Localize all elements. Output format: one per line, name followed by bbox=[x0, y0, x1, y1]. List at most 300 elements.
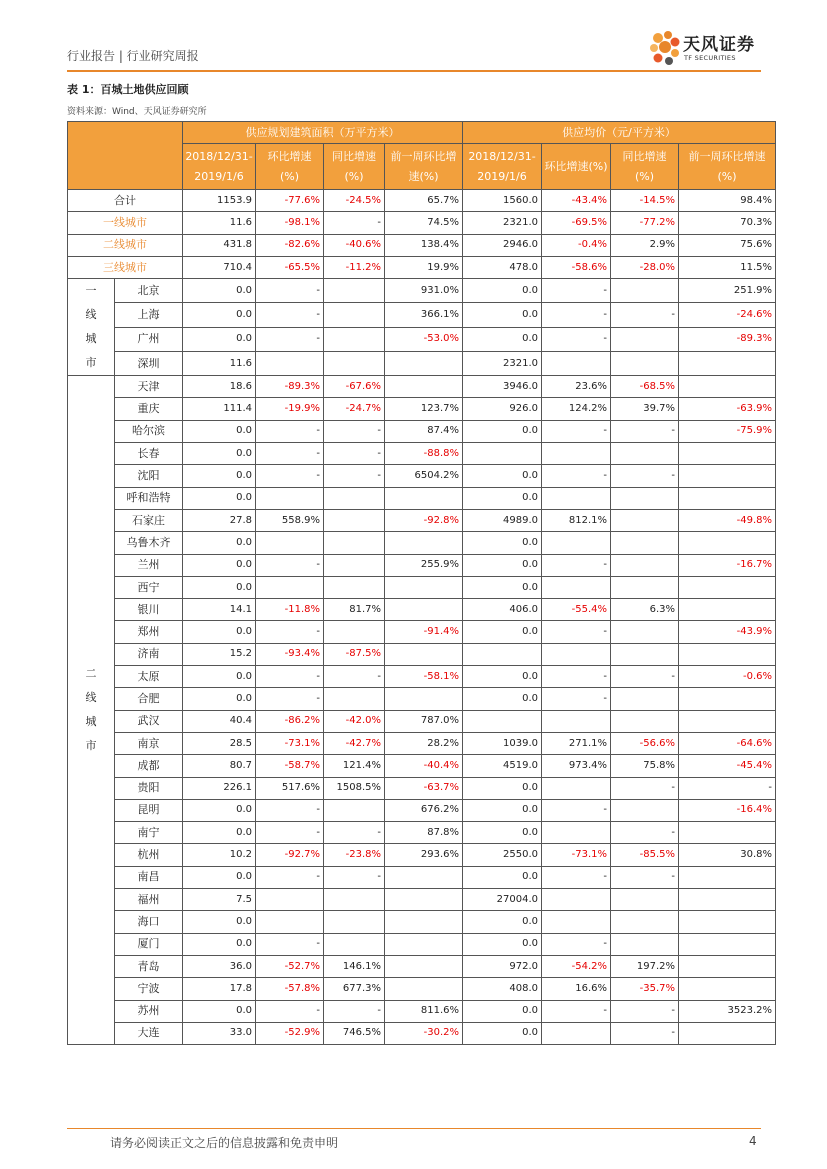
logo-subtext: TF SECURITIES bbox=[684, 54, 736, 62]
data-cell bbox=[385, 351, 463, 375]
city-row bbox=[68, 666, 776, 688]
footer-rule bbox=[67, 1128, 761, 1129]
data-cell: 0.0 bbox=[463, 532, 542, 554]
data-cell: 75.6% bbox=[679, 234, 776, 256]
data-cell: -58.1% bbox=[385, 666, 463, 688]
data-cell bbox=[542, 643, 611, 665]
data-cell bbox=[679, 978, 776, 1000]
city-name: 上海 bbox=[115, 303, 183, 327]
data-cell: 27004.0 bbox=[463, 889, 542, 911]
city-row bbox=[68, 351, 776, 375]
data-cell: 4989.0 bbox=[463, 509, 542, 531]
data-cell bbox=[463, 443, 542, 465]
city-name: 广州 bbox=[115, 327, 183, 351]
data-cell: 431.8 bbox=[183, 234, 256, 256]
data-cell: -57.8% bbox=[256, 978, 324, 1000]
data-cell: 0.0 bbox=[463, 933, 542, 955]
data-cell: 65.7% bbox=[385, 190, 463, 212]
data-cell: -40.4% bbox=[385, 755, 463, 777]
data-cell: - bbox=[256, 1000, 324, 1022]
city-row bbox=[68, 443, 776, 465]
data-cell: - bbox=[324, 822, 385, 844]
city-name: 沈阳 bbox=[115, 465, 183, 487]
data-cell: -82.6% bbox=[256, 234, 324, 256]
data-cell: -24.5% bbox=[324, 190, 385, 212]
city-name: 哈尔滨 bbox=[115, 420, 183, 442]
data-cell bbox=[324, 889, 385, 911]
city-row bbox=[68, 710, 776, 732]
data-cell bbox=[256, 889, 324, 911]
data-cell: 2550.0 bbox=[463, 844, 542, 866]
city-row bbox=[68, 732, 776, 754]
data-cell: -65.5% bbox=[256, 256, 324, 278]
city-name: 成都 bbox=[115, 755, 183, 777]
data-cell: -92.7% bbox=[256, 844, 324, 866]
data-cell: - bbox=[542, 465, 611, 487]
data-cell bbox=[385, 487, 463, 509]
data-cell: 0.0 bbox=[183, 465, 256, 487]
data-cell: 2321.0 bbox=[463, 212, 542, 234]
data-cell: 0.0 bbox=[183, 279, 256, 303]
data-cell: 1153.9 bbox=[183, 190, 256, 212]
city-row bbox=[68, 1000, 776, 1022]
data-cell: - bbox=[256, 822, 324, 844]
data-cell: 226.1 bbox=[183, 777, 256, 799]
data-cell: 0.0 bbox=[463, 911, 542, 933]
city-row bbox=[68, 955, 776, 977]
data-cell: -52.7% bbox=[256, 955, 324, 977]
data-cell: 197.2% bbox=[611, 955, 679, 977]
data-cell bbox=[679, 351, 776, 375]
city-name: 厦门 bbox=[115, 933, 183, 955]
data-cell: 75.8% bbox=[611, 755, 679, 777]
data-cell: 11.5% bbox=[679, 256, 776, 278]
city-name: 宁波 bbox=[115, 978, 183, 1000]
data-cell: 80.7 bbox=[183, 755, 256, 777]
data-cell: 0.0 bbox=[463, 487, 542, 509]
data-cell bbox=[679, 443, 776, 465]
data-cell: 0.0 bbox=[463, 621, 542, 643]
data-cell: - bbox=[542, 666, 611, 688]
city-row bbox=[68, 822, 776, 844]
data-cell: -89.3% bbox=[256, 376, 324, 398]
data-cell: - bbox=[611, 866, 679, 888]
data-cell: - bbox=[256, 866, 324, 888]
group-label-text: 二线城市 bbox=[85, 667, 97, 753]
data-cell: -49.8% bbox=[679, 509, 776, 531]
data-cell bbox=[542, 1022, 611, 1044]
data-cell: -40.6% bbox=[324, 234, 385, 256]
data-cell: 123.7% bbox=[385, 398, 463, 420]
header-price-tb: 同比增速(%) bbox=[611, 144, 679, 190]
data-cell: 972.0 bbox=[463, 955, 542, 977]
city-name: 乌鲁木齐 bbox=[115, 532, 183, 554]
city-row bbox=[68, 599, 776, 621]
data-cell: - bbox=[542, 933, 611, 955]
data-cell: - bbox=[542, 621, 611, 643]
data-cell: 146.1% bbox=[324, 955, 385, 977]
data-cell bbox=[542, 351, 611, 375]
flower-logo-icon bbox=[648, 30, 682, 70]
data-cell bbox=[324, 621, 385, 643]
data-cell: 0.0 bbox=[183, 532, 256, 554]
header-area-date: 2018/12/31-2019/1/6 bbox=[183, 144, 256, 190]
data-cell: 973.4% bbox=[542, 755, 611, 777]
city-row bbox=[68, 376, 776, 398]
data-cell: 0.0 bbox=[183, 911, 256, 933]
data-cell bbox=[385, 866, 463, 888]
data-cell bbox=[324, 279, 385, 303]
data-cell bbox=[611, 799, 679, 821]
data-cell: - bbox=[256, 420, 324, 442]
data-cell: 293.6% bbox=[385, 844, 463, 866]
city-name: 贵阳 bbox=[115, 777, 183, 799]
data-cell bbox=[256, 532, 324, 554]
data-cell: 0.0 bbox=[463, 279, 542, 303]
data-cell: -42.0% bbox=[324, 710, 385, 732]
data-cell: - bbox=[256, 465, 324, 487]
data-cell: 251.9% bbox=[679, 279, 776, 303]
data-cell: -77.2% bbox=[611, 212, 679, 234]
summary-row bbox=[68, 256, 776, 278]
data-cell: - bbox=[611, 822, 679, 844]
data-cell bbox=[679, 866, 776, 888]
data-cell bbox=[256, 911, 324, 933]
data-cell bbox=[679, 911, 776, 933]
city-name: 天津 bbox=[115, 376, 183, 398]
data-cell: - bbox=[324, 1000, 385, 1022]
data-cell bbox=[385, 911, 463, 933]
data-cell bbox=[324, 911, 385, 933]
data-cell: 10.2 bbox=[183, 844, 256, 866]
data-cell bbox=[542, 889, 611, 911]
data-cell bbox=[611, 351, 679, 375]
data-cell: -63.9% bbox=[679, 398, 776, 420]
data-cell bbox=[324, 688, 385, 710]
city-row bbox=[68, 576, 776, 598]
page-number: 4 bbox=[749, 1134, 757, 1148]
data-cell: -64.6% bbox=[679, 732, 776, 754]
data-cell: -24.6% bbox=[679, 303, 776, 327]
data-cell bbox=[611, 911, 679, 933]
summary-row bbox=[68, 190, 776, 212]
group-label bbox=[68, 376, 115, 1045]
data-cell: 27.8 bbox=[183, 509, 256, 531]
data-cell bbox=[256, 576, 324, 598]
data-cell: 1039.0 bbox=[463, 732, 542, 754]
data-cell bbox=[679, 710, 776, 732]
data-cell bbox=[611, 279, 679, 303]
data-cell: -91.4% bbox=[385, 621, 463, 643]
data-cell: 0.0 bbox=[463, 777, 542, 799]
city-name: 北京 bbox=[115, 279, 183, 303]
header-price-hb: 环比增速(%) bbox=[542, 144, 611, 190]
data-cell: - bbox=[256, 279, 324, 303]
data-cell: -43.9% bbox=[679, 621, 776, 643]
data-cell: 366.1% bbox=[385, 303, 463, 327]
header-area-tb: 同比增速(%) bbox=[324, 144, 385, 190]
data-cell: 3946.0 bbox=[463, 376, 542, 398]
data-cell: 2946.0 bbox=[463, 234, 542, 256]
data-cell: -11.2% bbox=[324, 256, 385, 278]
data-cell: 0.0 bbox=[463, 1022, 542, 1044]
data-cell bbox=[679, 822, 776, 844]
row-label: 二线城市 bbox=[68, 234, 183, 256]
data-cell: 787.0% bbox=[385, 710, 463, 732]
data-cell: -28.0% bbox=[611, 256, 679, 278]
data-cell: 676.2% bbox=[385, 799, 463, 821]
header-area-group: 供应规划建筑面积（万平方米） bbox=[183, 122, 463, 144]
data-cell: - bbox=[324, 666, 385, 688]
data-cell: - bbox=[256, 327, 324, 351]
data-cell bbox=[679, 933, 776, 955]
data-cell: -88.8% bbox=[385, 443, 463, 465]
city-row bbox=[68, 487, 776, 509]
data-cell bbox=[679, 688, 776, 710]
data-cell: 0.0 bbox=[183, 688, 256, 710]
city-name: 呼和浩特 bbox=[115, 487, 183, 509]
data-cell: 40.4 bbox=[183, 710, 256, 732]
city-name: 大连 bbox=[115, 1022, 183, 1044]
data-cell: -69.5% bbox=[542, 212, 611, 234]
data-cell: -16.4% bbox=[679, 799, 776, 821]
data-cell: -43.4% bbox=[542, 190, 611, 212]
city-row bbox=[68, 1022, 776, 1044]
table-caption: 表 1：百城土地供应回顾 bbox=[67, 83, 189, 96]
data-cell: - bbox=[611, 1000, 679, 1022]
data-cell: -93.4% bbox=[256, 643, 324, 665]
data-cell: 18.6 bbox=[183, 376, 256, 398]
data-cell: - bbox=[324, 465, 385, 487]
city-row bbox=[68, 755, 776, 777]
data-cell: 30.8% bbox=[679, 844, 776, 866]
data-cell bbox=[679, 376, 776, 398]
data-cell: 0.0 bbox=[463, 1000, 542, 1022]
data-cell bbox=[256, 487, 324, 509]
data-cell: -14.5% bbox=[611, 190, 679, 212]
data-cell: 0.0 bbox=[183, 933, 256, 955]
data-cell: 87.4% bbox=[385, 420, 463, 442]
data-cell: -86.2% bbox=[256, 710, 324, 732]
table-group-header-row bbox=[68, 122, 776, 144]
data-cell: -58.6% bbox=[542, 256, 611, 278]
data-cell: -53.0% bbox=[385, 327, 463, 351]
data-cell: 121.4% bbox=[324, 755, 385, 777]
data-cell: 0.0 bbox=[183, 443, 256, 465]
data-cell: - bbox=[542, 799, 611, 821]
data-cell: - bbox=[256, 303, 324, 327]
data-cell bbox=[385, 576, 463, 598]
data-cell bbox=[385, 376, 463, 398]
header-price-date: 2018/12/31-2019/1/6 bbox=[463, 144, 542, 190]
city-name: 南宁 bbox=[115, 822, 183, 844]
data-cell: - bbox=[256, 666, 324, 688]
data-cell: 0.0 bbox=[183, 303, 256, 327]
table-source: 资料来源：Wind、天风证券研究所 bbox=[67, 107, 207, 117]
data-cell: 406.0 bbox=[463, 599, 542, 621]
data-cell bbox=[542, 532, 611, 554]
data-cell bbox=[679, 576, 776, 598]
data-cell bbox=[542, 443, 611, 465]
data-cell: - bbox=[611, 1022, 679, 1044]
data-cell: 0.0 bbox=[183, 554, 256, 576]
data-cell: -89.3% bbox=[679, 327, 776, 351]
data-cell: 17.8 bbox=[183, 978, 256, 1000]
data-cell: 11.6 bbox=[183, 351, 256, 375]
city-row bbox=[68, 303, 776, 327]
data-cell: - bbox=[324, 866, 385, 888]
data-cell bbox=[385, 978, 463, 1000]
data-cell: - bbox=[611, 465, 679, 487]
data-cell bbox=[542, 822, 611, 844]
data-cell: - bbox=[611, 666, 679, 688]
data-cell: 0.0 bbox=[463, 866, 542, 888]
data-cell: -58.7% bbox=[256, 755, 324, 777]
data-cell bbox=[256, 351, 324, 375]
data-cell: 0.0 bbox=[183, 1000, 256, 1022]
data-cell: -56.6% bbox=[611, 732, 679, 754]
data-cell: 15.2 bbox=[183, 643, 256, 665]
city-name: 西宁 bbox=[115, 576, 183, 598]
data-cell bbox=[324, 576, 385, 598]
data-cell bbox=[542, 576, 611, 598]
city-row bbox=[68, 532, 776, 554]
data-cell: -30.2% bbox=[385, 1022, 463, 1044]
data-cell: 33.0 bbox=[183, 1022, 256, 1044]
data-cell bbox=[679, 532, 776, 554]
data-cell: 2.9% bbox=[611, 234, 679, 256]
data-cell: 0.0 bbox=[463, 576, 542, 598]
data-cell: 271.1% bbox=[542, 732, 611, 754]
city-name: 太原 bbox=[115, 666, 183, 688]
data-cell: 0.0 bbox=[183, 487, 256, 509]
data-cell: 4519.0 bbox=[463, 755, 542, 777]
city-row bbox=[68, 643, 776, 665]
data-cell: - bbox=[611, 420, 679, 442]
row-label: 合计 bbox=[68, 190, 183, 212]
data-cell: -92.8% bbox=[385, 509, 463, 531]
header-price-prev: 前一周环比增速(%) bbox=[679, 144, 776, 190]
data-cell: 124.2% bbox=[542, 398, 611, 420]
city-name: 石家庄 bbox=[115, 509, 183, 531]
summary-row bbox=[68, 234, 776, 256]
data-cell: -16.7% bbox=[679, 554, 776, 576]
city-name: 福州 bbox=[115, 889, 183, 911]
data-cell bbox=[542, 487, 611, 509]
data-cell: -68.5% bbox=[611, 376, 679, 398]
data-cell: 0.0 bbox=[463, 666, 542, 688]
data-cell: 710.4 bbox=[183, 256, 256, 278]
city-name: 南昌 bbox=[115, 866, 183, 888]
data-cell bbox=[385, 955, 463, 977]
data-cell bbox=[611, 509, 679, 531]
data-cell bbox=[679, 889, 776, 911]
data-cell: 0.0 bbox=[463, 465, 542, 487]
data-cell: 0.0 bbox=[183, 866, 256, 888]
city-row bbox=[68, 978, 776, 1000]
data-cell bbox=[611, 889, 679, 911]
city-name: 南京 bbox=[115, 732, 183, 754]
city-name: 深圳 bbox=[115, 351, 183, 375]
data-cell: 6504.2% bbox=[385, 465, 463, 487]
data-cell: 36.0 bbox=[183, 955, 256, 977]
data-cell: - bbox=[324, 212, 385, 234]
data-cell: 111.4 bbox=[183, 398, 256, 420]
data-cell bbox=[611, 554, 679, 576]
data-cell: - bbox=[611, 303, 679, 327]
data-cell: -87.5% bbox=[324, 643, 385, 665]
data-cell: - bbox=[256, 554, 324, 576]
city-name: 合肥 bbox=[115, 688, 183, 710]
data-cell: - bbox=[542, 303, 611, 327]
data-cell bbox=[324, 487, 385, 509]
data-cell: - bbox=[542, 420, 611, 442]
data-cell: -63.7% bbox=[385, 777, 463, 799]
logo-text: 天风证券 bbox=[683, 35, 755, 55]
data-cell: 0.0 bbox=[183, 327, 256, 351]
data-cell: 0.0 bbox=[183, 799, 256, 821]
city-row bbox=[68, 688, 776, 710]
data-cell: -0.4% bbox=[542, 234, 611, 256]
data-cell: - bbox=[542, 866, 611, 888]
data-cell bbox=[324, 327, 385, 351]
data-cell: -19.9% bbox=[256, 398, 324, 420]
data-cell bbox=[611, 643, 679, 665]
data-cell: - bbox=[324, 420, 385, 442]
city-row bbox=[68, 327, 776, 351]
data-cell bbox=[611, 688, 679, 710]
city-row bbox=[68, 465, 776, 487]
data-cell: 926.0 bbox=[463, 398, 542, 420]
data-cell: 16.6% bbox=[542, 978, 611, 1000]
data-cell: 0.0 bbox=[463, 303, 542, 327]
data-cell: - bbox=[256, 933, 324, 955]
data-cell: -73.1% bbox=[542, 844, 611, 866]
data-cell: - bbox=[611, 777, 679, 799]
header-area-prev: 前一周环比增速(%) bbox=[385, 144, 463, 190]
data-cell bbox=[385, 688, 463, 710]
city-row bbox=[68, 621, 776, 643]
data-cell bbox=[324, 351, 385, 375]
data-cell bbox=[679, 465, 776, 487]
data-cell: -0.6% bbox=[679, 666, 776, 688]
city-name: 青岛 bbox=[115, 955, 183, 977]
data-cell: -35.7% bbox=[611, 978, 679, 1000]
data-cell: -55.4% bbox=[542, 599, 611, 621]
data-cell: - bbox=[679, 777, 776, 799]
data-cell: 2321.0 bbox=[463, 351, 542, 375]
group-label-text: 一线城市 bbox=[85, 284, 97, 370]
data-cell: - bbox=[256, 443, 324, 465]
data-cell: 0.0 bbox=[463, 799, 542, 821]
data-cell: 74.5% bbox=[385, 212, 463, 234]
city-name: 昆明 bbox=[115, 799, 183, 821]
data-cell: -77.6% bbox=[256, 190, 324, 212]
header-rule bbox=[67, 70, 761, 72]
data-cell: 0.0 bbox=[183, 576, 256, 598]
data-cell: - bbox=[542, 554, 611, 576]
city-name: 武汉 bbox=[115, 710, 183, 732]
data-cell: -11.8% bbox=[256, 599, 324, 621]
data-cell: 6.3% bbox=[611, 599, 679, 621]
footer-disclaimer: 请务必阅读正文之后的信息披露和免责申明 bbox=[110, 1136, 339, 1150]
data-cell bbox=[385, 889, 463, 911]
data-cell: 255.9% bbox=[385, 554, 463, 576]
city-row bbox=[68, 844, 776, 866]
data-cell: 0.0 bbox=[183, 621, 256, 643]
company-logo bbox=[648, 30, 760, 70]
data-cell bbox=[385, 643, 463, 665]
